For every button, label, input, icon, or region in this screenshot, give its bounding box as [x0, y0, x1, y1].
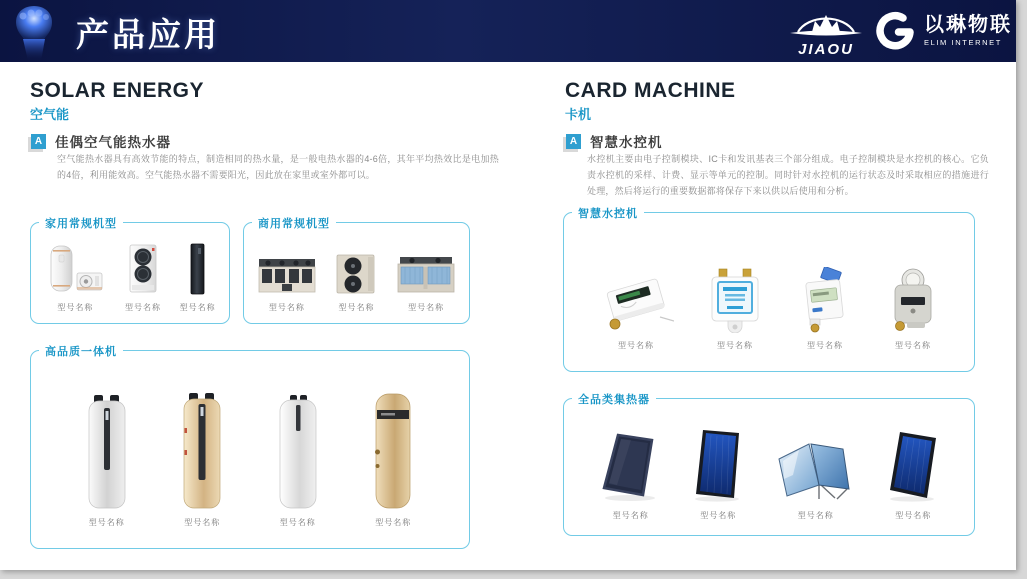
product-label: 型号名称 — [408, 303, 445, 312]
badge-a-left: A — [31, 134, 46, 149]
product-image-water-controller-tilted — [598, 269, 674, 333]
elim-logo-en: ELIM INTERNET — [924, 38, 1002, 47]
product-image-collector-blue-panel-tilted — [886, 429, 940, 503]
product-card — [706, 267, 764, 351]
product-image-tank-with-outdoor-unit — [44, 243, 106, 295]
product-image-commercial-unit-slats — [258, 255, 316, 295]
product-label: 型号名称 — [895, 341, 931, 350]
box-premium-allinone — [30, 346, 470, 549]
product-image-tower-heat-pump — [128, 243, 158, 295]
right-description: 水控机主要由电子控制模块、IC卡和发讯基表三个部分组成。电子控制模块是水控机的核心。它负责水控机的采样、计费、显示等单元的控制。同时针对水控机的运行状态及时采取相应的措施进行处理，然后将运行的重要数据都将保存下来以供以后使用和分析。 — [587, 154, 989, 196]
product-card — [598, 431, 664, 521]
left-heading-row — [31, 131, 171, 151]
box-commercial-models — [243, 218, 470, 324]
product-card — [44, 243, 106, 313]
product-label: 型号名称 — [700, 511, 737, 520]
product-card — [278, 392, 318, 528]
product-label: 型号名称 — [797, 511, 834, 520]
product-image-black-panel-unit — [189, 243, 207, 295]
product-card — [180, 243, 216, 313]
product-label: 型号名称 — [268, 303, 305, 312]
jiaou-logo-text: JIAOU — [798, 41, 854, 58]
product-card — [796, 267, 854, 351]
box-home-models — [30, 218, 230, 324]
right-section-subtitle: 卡机 — [565, 107, 592, 122]
product-label: 型号名称 — [807, 341, 843, 350]
product-label: 型号名称 — [124, 303, 161, 312]
product-label: 型号名称 — [375, 518, 412, 527]
box-water-controllers — [563, 208, 975, 372]
product-label: 型号名称 — [338, 303, 375, 312]
product-image-collector-dark-panel — [598, 431, 664, 503]
product-label: 型号名称 — [717, 341, 753, 350]
product-image-cylinder-white — [278, 392, 318, 510]
product-image-commercial-unit-coils — [397, 255, 455, 295]
product-card — [598, 269, 674, 351]
product-card — [258, 255, 316, 313]
left-section-subtitle: 空气能 — [30, 107, 70, 122]
right-heading: 智慧水控机 — [590, 135, 663, 150]
product-label: 型号名称 — [57, 303, 94, 312]
product-label: 型号名称 — [179, 303, 216, 312]
product-image-cylinder-gold-stripe — [182, 390, 222, 510]
product-label: 型号名称 — [184, 518, 221, 527]
product-card — [773, 435, 859, 521]
fist-image — [8, 3, 60, 61]
box-solar-collectors-title: 全品类集热器 — [572, 391, 656, 407]
box-solar-collectors — [563, 394, 975, 536]
elim-g-icon — [876, 11, 916, 51]
product-image-water-controller-card-slot — [796, 267, 854, 333]
box-commercial-models-title: 商用常规机型 — [252, 215, 336, 231]
product-image-collector-blue-panel — [691, 427, 745, 503]
product-card — [397, 255, 455, 313]
box-water-controllers-title: 智慧水控机 — [572, 205, 644, 221]
product-card — [691, 427, 745, 521]
right-heading-row — [566, 131, 663, 151]
product-label: 型号名称 — [895, 511, 932, 520]
elim-logo-text — [924, 15, 1012, 47]
right-section-title: CARD MACHINE — [565, 79, 736, 102]
box-premium-allinone-title: 高品质一体机 — [39, 343, 123, 359]
left-description: 空气能热水器具有高效节能的特点，制造相同的热水量，是一般电热水器的4-6倍，其年平均热效比是电加热的4倍，利用能效高。空气能热水器不需要阳光，因此放在家里或室外都可以。 — [57, 154, 499, 180]
product-card — [182, 390, 222, 528]
product-label: 型号名称 — [88, 518, 125, 527]
badge-a-right: A — [566, 134, 581, 149]
product-label: 型号名称 — [279, 518, 316, 527]
jiaou-crown-icon — [788, 7, 864, 39]
product-card — [886, 429, 940, 521]
page-title: 产品应用 — [76, 16, 220, 53]
product-image-two-fan-cube-unit — [335, 251, 377, 295]
product-card — [335, 251, 377, 313]
product-label: 型号名称 — [612, 511, 649, 520]
product-image-cylinder-silver — [87, 392, 127, 510]
elim-logo-cn: 以琳物联 — [924, 14, 1012, 36]
left-heading: 佳偶空气能热水器 — [55, 135, 171, 150]
left-section-title: SOLAR ENERGY — [30, 79, 205, 102]
product-card — [125, 243, 161, 313]
product-card — [886, 267, 940, 351]
header-bar — [0, 0, 1016, 62]
product-card — [373, 390, 413, 528]
product-image-collector-double-stand — [773, 435, 859, 503]
box-home-models-title: 家用常规机型 — [39, 215, 123, 231]
product-label: 型号名称 — [618, 341, 654, 350]
product-image-water-controller-blue-screen — [706, 267, 764, 333]
jiaou-logo — [786, 7, 866, 58]
product-image-cylinder-gold-band — [373, 390, 413, 510]
product-card — [87, 392, 127, 528]
product-image-water-meter-gray — [886, 267, 940, 333]
elim-logo — [876, 11, 1012, 51]
